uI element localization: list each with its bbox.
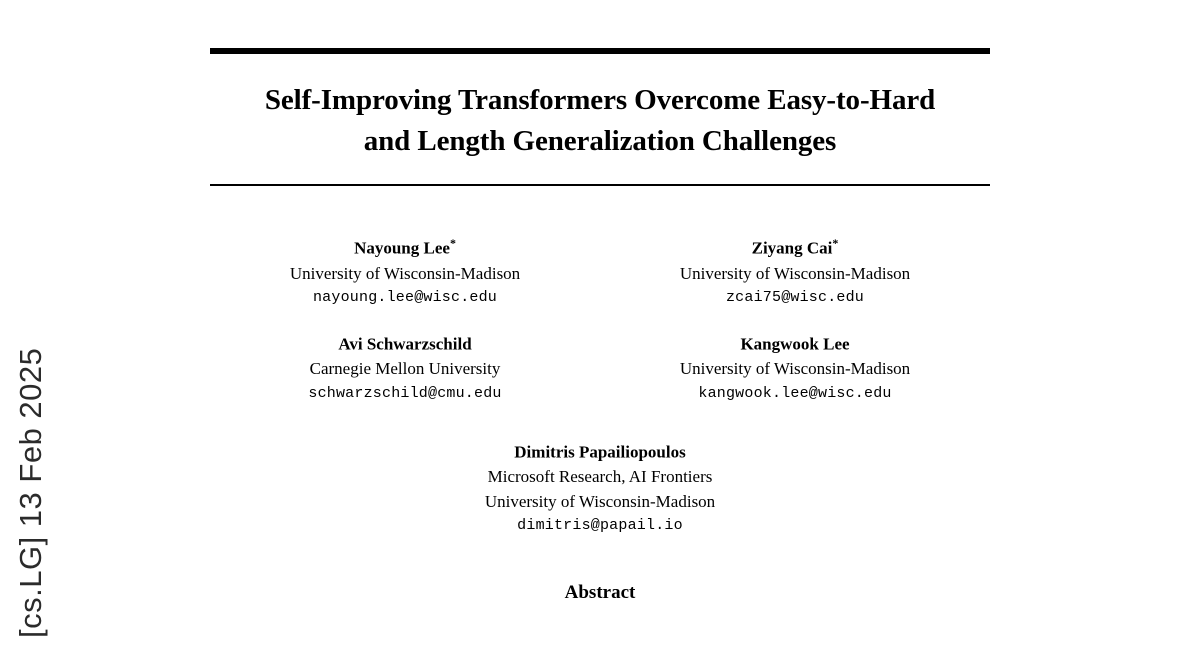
author-affiliation: University of Wisconsin-Madison xyxy=(679,263,911,283)
author-name xyxy=(210,330,600,357)
title-line-1: Self-Improving Transformers Overcome Easy-to-Hard xyxy=(264,84,936,116)
author-name xyxy=(600,330,990,357)
author-affiliation-secondary: University of Wisconsin-Madison xyxy=(484,491,716,511)
author-email[interactable]: zcai75@wisc.edu xyxy=(725,289,865,307)
author-name-text: Kangwook Lee xyxy=(740,334,850,354)
author-block xyxy=(210,330,600,406)
paper-page xyxy=(210,0,990,648)
author-name-text: Nayoung Lee xyxy=(354,239,450,258)
author-row-3 xyxy=(210,438,990,538)
author-name xyxy=(600,234,990,261)
author-block xyxy=(600,330,990,406)
author-email[interactable]: kangwook.lee@wisc.edu xyxy=(698,384,892,402)
author-row-1 xyxy=(210,234,990,330)
arxiv-identifier-stamp: [cs.LG] 13 Feb 2025 xyxy=(13,347,48,638)
author-column-left xyxy=(210,234,600,330)
author-column-right xyxy=(600,330,990,426)
author-footnote-marker: * xyxy=(832,236,839,251)
author-email[interactable]: dimitris@papail.io xyxy=(517,517,683,535)
author-name xyxy=(210,234,600,261)
author-affiliation: University of Wisconsin-Madison xyxy=(289,263,521,283)
author-column-left xyxy=(210,330,600,426)
title-top-rule xyxy=(210,48,990,54)
author-name-text: Ziyang Cai xyxy=(751,239,833,258)
author-name xyxy=(210,438,990,465)
author-affiliation: Carnegie Mellon University xyxy=(309,359,501,379)
author-footnote-marker: * xyxy=(449,236,456,251)
author-block xyxy=(210,438,990,538)
abstract-heading: Abstract xyxy=(564,582,636,604)
title-bottom-rule xyxy=(210,184,990,186)
title-line-2: and Length Generalization Challenges xyxy=(363,125,837,158)
author-affiliation: University of Wisconsin-Madison xyxy=(679,359,911,379)
author-name-text: Avi Schwarzschild xyxy=(338,334,472,354)
author-block xyxy=(600,234,990,310)
author-email[interactable]: nayoung.lee@wisc.edu xyxy=(312,289,498,307)
author-list xyxy=(210,234,990,538)
author-email[interactable]: schwarzschild@cmu.edu xyxy=(308,384,502,402)
author-affiliation: Microsoft Research, AI Frontiers xyxy=(487,467,713,487)
author-column-right xyxy=(600,234,990,330)
author-name-text: Dimitris Papailiopoulos xyxy=(514,442,686,462)
page-title xyxy=(210,80,990,162)
author-block xyxy=(210,234,600,310)
author-row-2 xyxy=(210,330,990,426)
